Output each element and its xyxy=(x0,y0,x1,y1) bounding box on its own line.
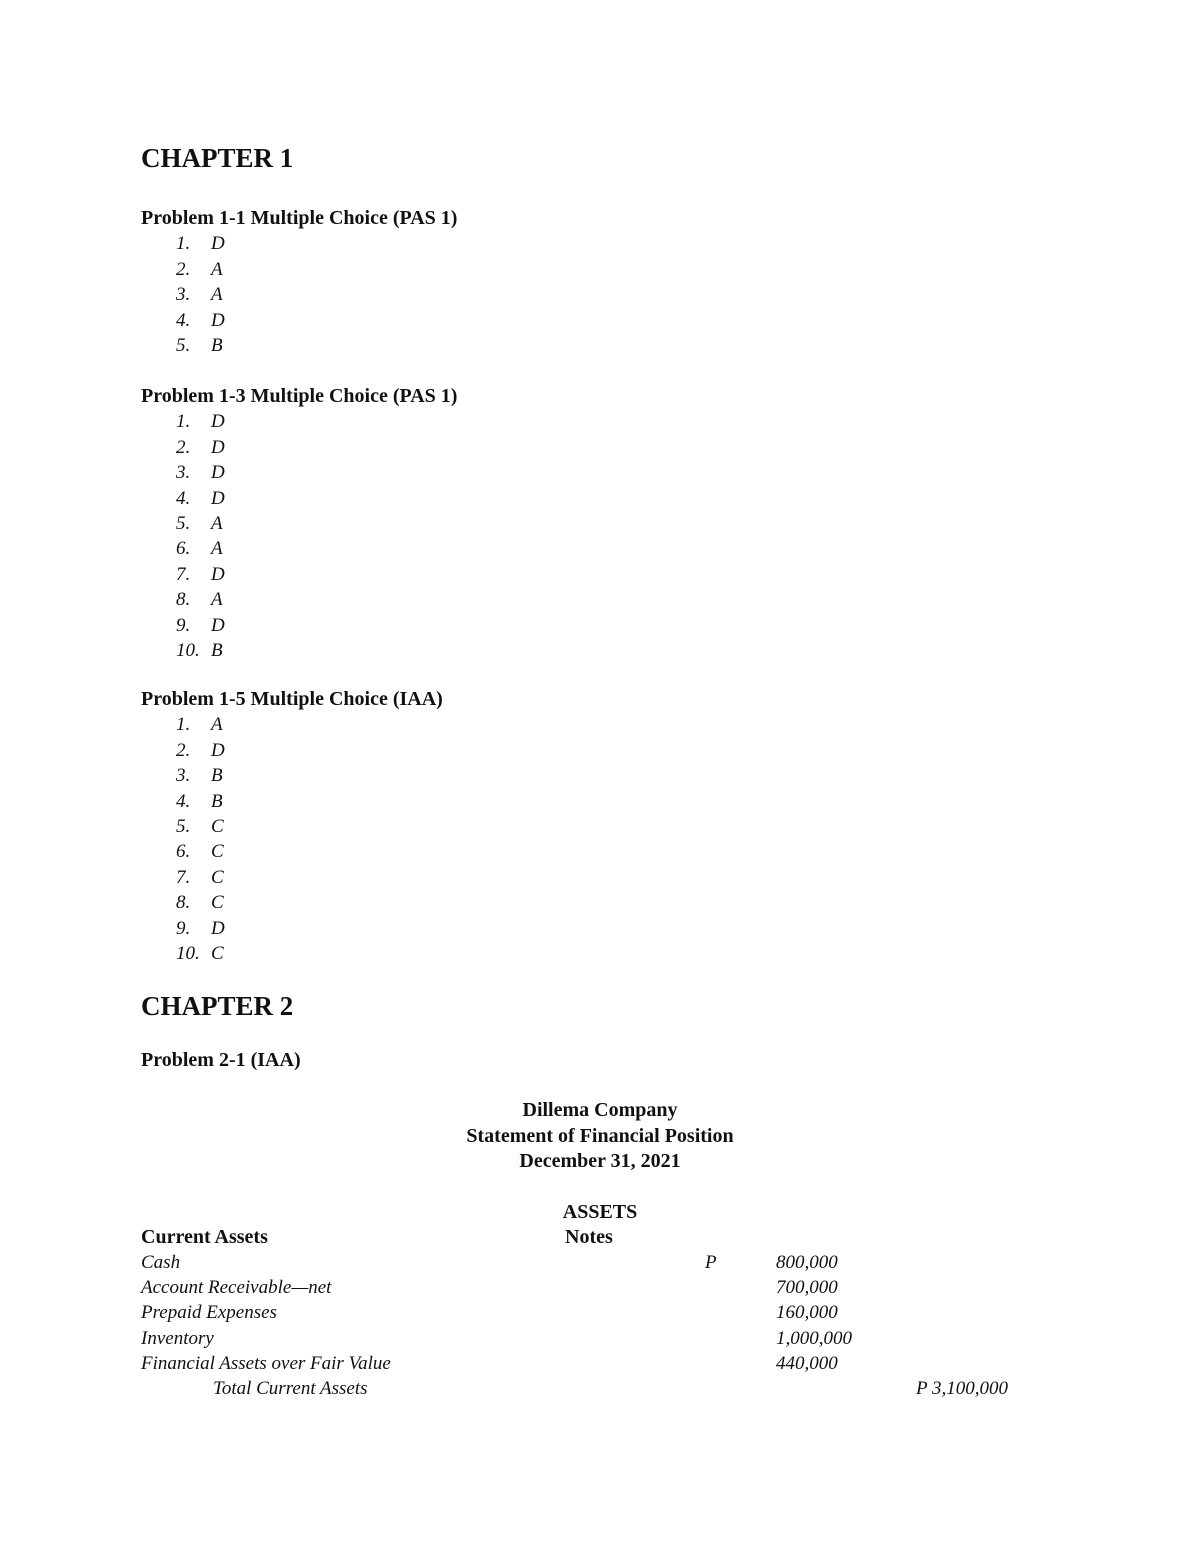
asset-amount: 160,000 xyxy=(776,1302,838,1324)
problem-1-3 xyxy=(141,384,457,663)
answer-item xyxy=(141,865,443,890)
answer-letter: D xyxy=(211,436,225,458)
answer-number: 4. xyxy=(176,309,191,331)
answer-number: 6. xyxy=(176,841,191,863)
answer-number: 6. xyxy=(176,538,191,560)
answer-letter: B xyxy=(211,334,223,356)
answer-item xyxy=(141,511,457,536)
answer-number: 4. xyxy=(176,790,191,812)
answer-letter: C xyxy=(211,841,224,863)
answer-number: 7. xyxy=(176,866,191,888)
problem-heading: Problem 1-1 Multiple Choice (PAS 1) xyxy=(141,207,458,229)
asset-label: Cash xyxy=(141,1252,181,1273)
asset-amount: 1,000,000 xyxy=(776,1327,852,1349)
asset-amount: 800,000 xyxy=(776,1252,838,1273)
answer-letter: A xyxy=(211,589,223,611)
section-assets: ASSETS xyxy=(562,1201,638,1223)
asset-label: Financial Assets over Fair Value xyxy=(141,1352,391,1374)
answer-item xyxy=(141,738,443,763)
answer-number: 2. xyxy=(176,436,191,458)
answer-letter: A xyxy=(211,538,223,560)
answer-item xyxy=(141,839,443,864)
answer-item xyxy=(141,282,457,307)
answer-item xyxy=(141,613,457,638)
currency-symbol: P xyxy=(705,1252,717,1273)
answer-number: 7. xyxy=(176,563,191,585)
asset-amount: 700,000 xyxy=(776,1277,838,1299)
answer-item xyxy=(141,763,443,788)
answer-item xyxy=(141,638,457,663)
answer-item xyxy=(141,916,443,941)
answer-number: 1. xyxy=(176,714,191,736)
chapter-2-title: CHAPTER 2 xyxy=(141,991,294,1021)
answer-number: 5. xyxy=(176,334,191,356)
answer-letter: D xyxy=(211,233,225,255)
answer-number: 3. xyxy=(176,284,191,306)
answer-number: 1. xyxy=(176,411,191,433)
answer-item xyxy=(141,409,457,434)
answer-letter: B xyxy=(211,639,223,661)
statement-title: Statement of Financial Position xyxy=(466,1125,734,1147)
answer-number: 1. xyxy=(176,233,191,255)
answer-item xyxy=(141,712,443,737)
total-label: Total Current Assets xyxy=(213,1378,368,1399)
answer-list xyxy=(141,231,457,358)
answer-item xyxy=(141,308,457,333)
answer-letter: C xyxy=(211,892,224,914)
answer-number: 5. xyxy=(176,512,191,534)
answer-letter: C xyxy=(211,942,224,964)
chapter-1-title: CHAPTER 1 xyxy=(141,143,294,173)
answer-item xyxy=(141,486,457,511)
answer-letter: A xyxy=(211,284,223,306)
statement-date: December 31, 2021 xyxy=(519,1150,681,1172)
problem-heading: Problem 1-3 Multiple Choice (PAS 1) xyxy=(141,385,458,407)
answer-letter: A xyxy=(211,714,223,736)
answer-letter: D xyxy=(211,309,225,331)
answer-number: 9. xyxy=(176,917,191,939)
answer-item xyxy=(141,257,457,282)
answer-item xyxy=(141,789,443,814)
answer-letter: D xyxy=(211,487,225,509)
current-assets-heading: Current Assets xyxy=(141,1226,268,1248)
answer-list xyxy=(141,409,457,663)
answer-list xyxy=(141,712,443,966)
answer-item xyxy=(141,536,457,561)
answer-number: 4. xyxy=(176,487,191,509)
answer-letter: B xyxy=(211,765,223,787)
total-amount: P 3,100,000 xyxy=(916,1378,1009,1399)
answer-letter: D xyxy=(211,411,225,433)
answer-letter: D xyxy=(211,563,225,585)
problem-1-5 xyxy=(141,687,443,966)
answer-item xyxy=(141,941,443,966)
answer-letter: D xyxy=(211,614,225,636)
answer-letter: D xyxy=(211,917,225,939)
answer-number: 9. xyxy=(176,614,191,636)
answer-number: 3. xyxy=(176,765,191,787)
answer-number: 5. xyxy=(176,815,191,837)
answer-letter: A xyxy=(211,258,223,280)
answer-item xyxy=(141,562,457,587)
answer-number: 2. xyxy=(176,258,191,280)
answer-item xyxy=(141,231,457,256)
asset-amount: 440,000 xyxy=(776,1352,838,1374)
answer-number: 10. xyxy=(176,942,200,964)
notes-header: Notes xyxy=(565,1226,613,1248)
answer-item xyxy=(141,814,443,839)
asset-label: Prepaid Expenses xyxy=(141,1302,277,1324)
answer-item xyxy=(141,333,457,358)
answer-item xyxy=(141,460,457,485)
company-name: Dillema Company xyxy=(522,1099,678,1121)
answer-number: 2. xyxy=(176,739,191,761)
answer-letter: C xyxy=(211,866,224,888)
answer-item xyxy=(141,890,443,915)
answer-letter: A xyxy=(211,512,223,534)
answer-item xyxy=(141,587,457,612)
answer-letter: D xyxy=(211,739,225,761)
answer-item xyxy=(141,435,457,460)
answer-letter: B xyxy=(211,790,223,812)
problem-2-1-heading: Problem 2-1 (IAA) xyxy=(141,1049,301,1071)
answer-number: 3. xyxy=(176,462,191,484)
problem-1-1 xyxy=(141,206,457,358)
answer-letter: C xyxy=(211,815,224,837)
asset-label: Account Receivable—net xyxy=(141,1277,332,1299)
asset-label: Inventory xyxy=(141,1327,214,1349)
answer-number: 8. xyxy=(176,892,191,914)
problem-heading: Problem 1-5 Multiple Choice (IAA) xyxy=(141,688,443,710)
answer-number: 10. xyxy=(176,639,200,661)
answer-letter: D xyxy=(211,462,225,484)
answer-number: 8. xyxy=(176,589,191,611)
